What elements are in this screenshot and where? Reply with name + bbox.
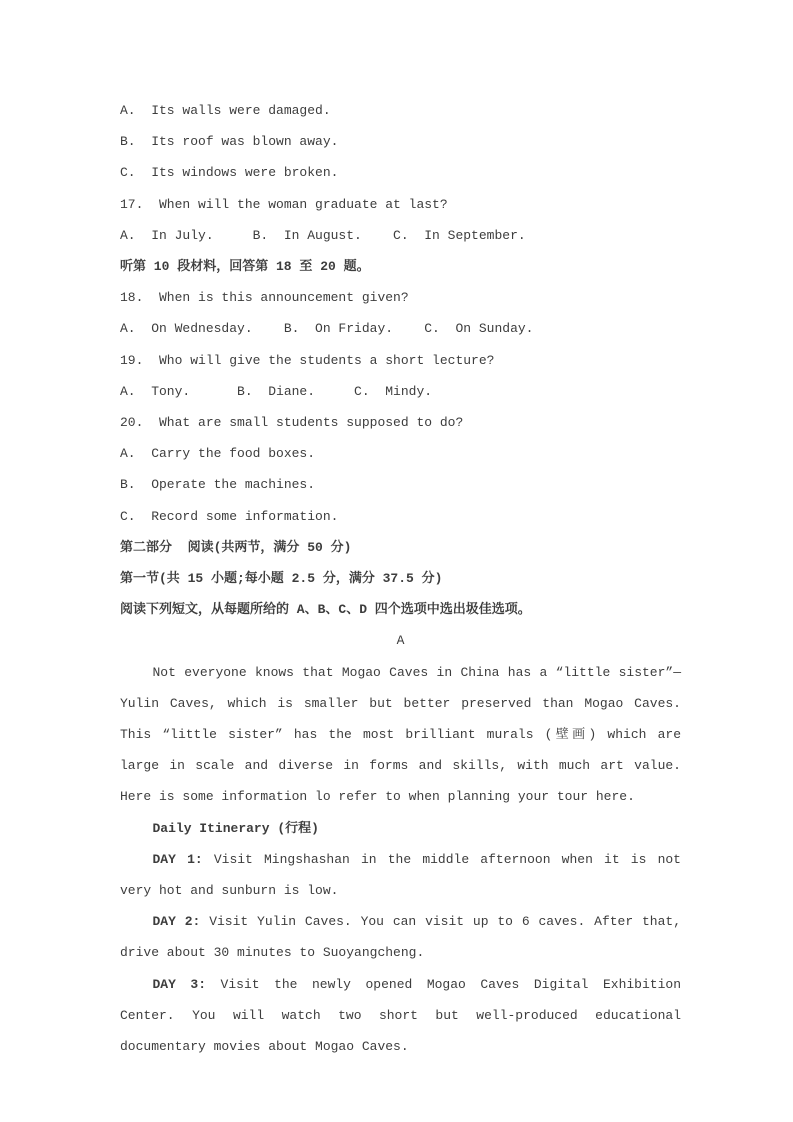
day1-paragraph xyxy=(120,844,681,906)
paragraph-prefix: DAY 3: xyxy=(152,976,207,992)
options-inline-line: A. In July. B. In August. C. In September. xyxy=(120,227,526,243)
day3-paragraph xyxy=(120,969,681,1063)
reading-instruction: 阅读下列短文，从每题所给的 A、B、C、D 四个选项中选出圾佳选项。 xyxy=(120,602,531,618)
paragraph-prefix: DAY 2: xyxy=(152,914,201,930)
itinerary-heading-paragraph xyxy=(120,813,681,844)
paragraph-text: Visit Mingshashan in the middle afternoon when it is not very hot and sunburn is low. xyxy=(120,851,681,899)
options-inline-line: A. On Wednesday. B. On Friday. C. On Sunday. xyxy=(120,321,534,337)
options-inline-line: A. Tony. B. Diane. C. Mindy. xyxy=(120,383,433,399)
option-line: B. Operate the machines. xyxy=(120,477,316,493)
reading-part-heading: 第二部分 阅读(共两节，满分 50 分) xyxy=(120,539,352,555)
question-line: 18. When is this announcement given? xyxy=(120,290,409,306)
passage-label: A xyxy=(396,633,405,649)
passage-paragraph xyxy=(120,657,681,813)
reading-section-heading: 第一节(共 15 小题;每小题 2.5 分，满分 37.5 分) xyxy=(120,571,443,587)
question-line: 19. Who will give the students a short lecture? xyxy=(120,352,495,368)
day2-paragraph xyxy=(120,906,681,968)
question-line: 17. When will the woman graduate at last? xyxy=(120,196,448,212)
paragraph-text: Not everyone knows that Mogao Caves in China has a “little sister”—Yulin Caves, which is smaller but better preserved than Mogao Caves. This “little sister” has the most brilliant murals (壁画) which are large in scale and diverse in forms and skills, with much art value. Here is some information lo refer to when planning your tour here. xyxy=(120,664,681,805)
paragraph-text: Visit Yulin Caves. You can visit up to 6 caves. After that, drive about 30 minutes to Suoyangcheng. xyxy=(120,914,681,961)
listening-material-heading: 听第 10 段材料，回答第 18 至 20 题。 xyxy=(120,259,370,275)
option-line: C. Its windows were broken. xyxy=(120,165,339,181)
paragraph-prefix: DAY 1: xyxy=(152,851,203,867)
option-line: A. Its walls were damaged. xyxy=(120,103,331,118)
option-line: A. Carry the food boxes. xyxy=(120,446,316,462)
paragraph-prefix: Daily Itinerary (行程) xyxy=(152,820,319,836)
option-line: B. Its roof was blown away. xyxy=(120,134,339,150)
paragraph-text: Visit the newly opened Mogao Caves Digital Exhibition Center. You will watch two short but well-produced educational documentary movies about Mogao Caves. xyxy=(120,976,681,1055)
option-line: C. Record some information. xyxy=(120,508,339,524)
question-line: 20. What are small students supposed to do? xyxy=(120,415,464,431)
